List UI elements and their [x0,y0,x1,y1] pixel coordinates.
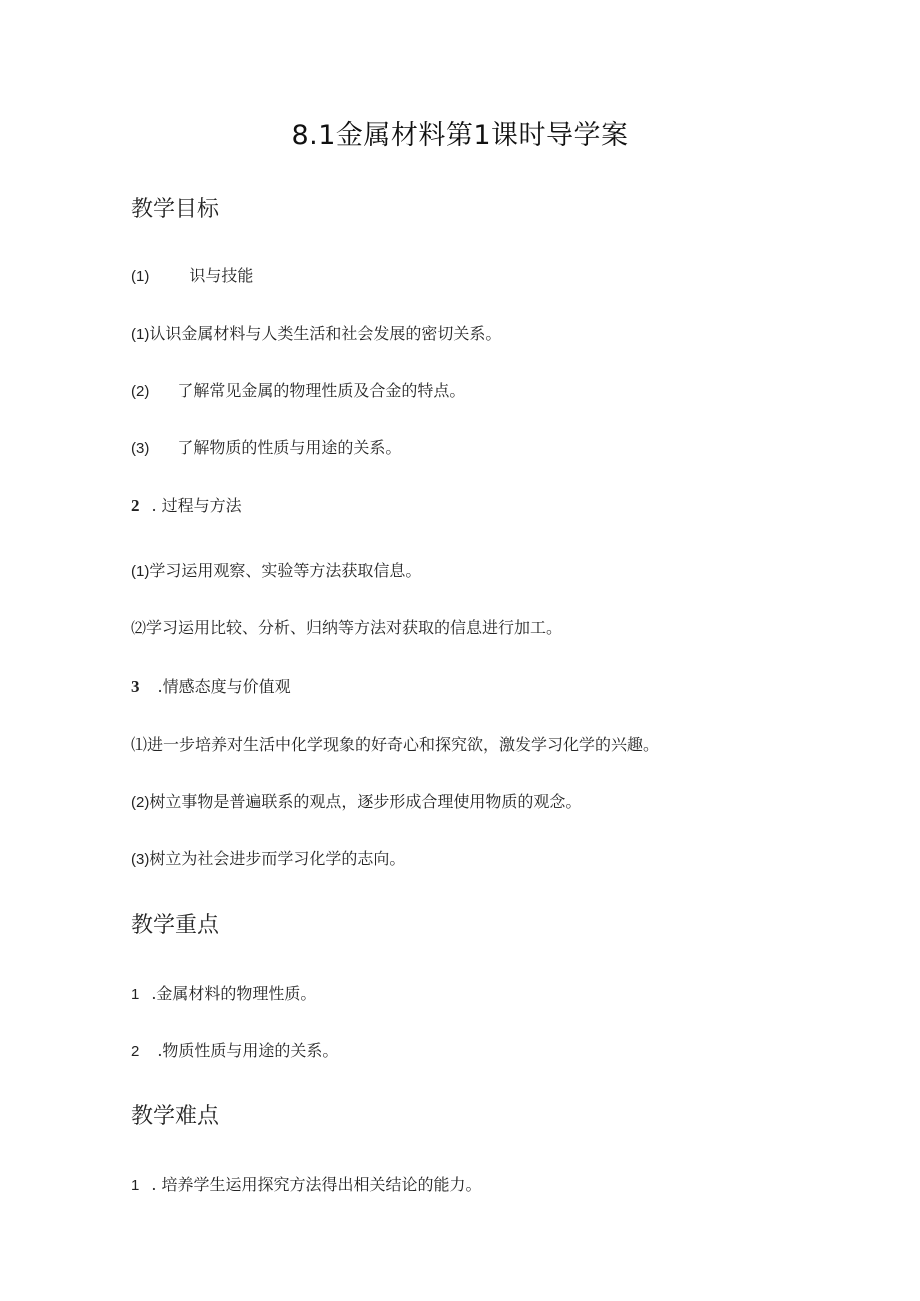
item-text: 了解常见金属的物理性质及合金的特点。 [177,381,466,400]
objective-item [131,326,501,342]
item-text: 树立为社会进步而学习化学的志向。 [149,849,406,868]
item-number: (1) [131,563,150,580]
item-text: 进一步培养对生活中化学现象的好奇心和探究欲，激发学习化学的兴趣。 [147,735,660,754]
item-number: (1) [131,326,150,343]
item-text: 树立事物是普遍联系的观点，逐步形成合理使用物质的观念。 [149,792,582,811]
item-number: (1) [131,268,150,285]
section-heading-difficulties: 教学难点 [131,1104,220,1129]
item-text: 识与技能 [189,266,254,285]
subheading-attitudes-values [131,678,291,695]
item-number: 3 [131,677,140,696]
objective-item [131,851,405,867]
item-text: .金属材料的物理性质。 [151,984,317,1003]
subheading-knowledge-skills [131,268,253,284]
item-text: . 培养学生运用探究方法得出相关结论的能力。 [151,1175,482,1194]
subheading-process-method [131,497,242,514]
item-text: 认识金属材料与人类生活和社会发展的密切关系。 [149,324,502,343]
objective-item [131,563,421,579]
key-point-item [131,1043,338,1059]
item-text: 学习运用观察、实验等方法获取信息。 [149,561,422,580]
objective-item [131,620,562,636]
item-text: 学习运用比较、分析、归纳等方法对获取的信息进行加工。 [146,618,563,637]
item-number: (2) [131,383,150,400]
item-text: .情感态度与价值观 [157,677,291,696]
item-number: (3) [131,851,150,868]
item-number: (2) [131,794,150,811]
item-number: ⑴ [131,735,148,754]
section-heading-key-points: 教学重点 [131,913,220,938]
objective-item [131,794,581,810]
page-title: 8.1金属材料第1课时导学案 [291,120,629,151]
objective-item [131,737,659,753]
key-point-item [131,986,316,1002]
item-number: ⑵ [131,620,147,637]
item-number: 2 [131,496,140,515]
difficulty-item [131,1177,482,1193]
item-number: 1 [131,1177,140,1194]
item-number: 1 [131,986,140,1003]
objective-item [131,383,465,399]
item-text: . 过程与方法 [151,496,242,515]
section-heading-objectives: 教学目标 [131,197,220,222]
item-number: 2 [131,1043,140,1060]
item-number: (3) [131,440,150,457]
item-text: .物质性质与用途的关系。 [157,1041,339,1060]
objective-item [131,440,401,456]
item-text: 了解物质的性质与用途的关系。 [177,438,402,457]
